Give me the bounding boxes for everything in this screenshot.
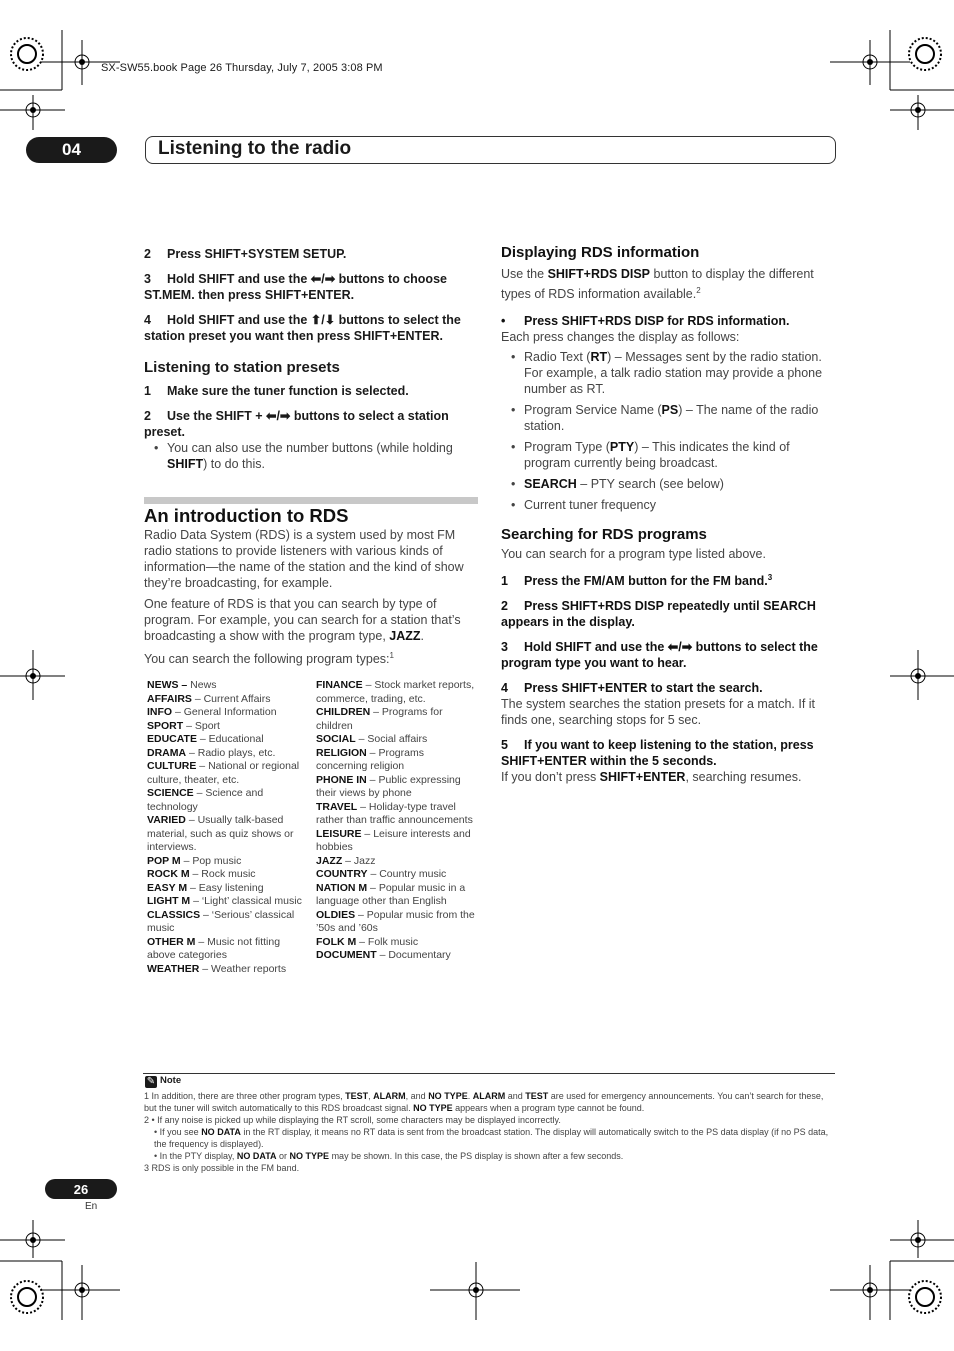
program-type-desc: News	[187, 679, 217, 691]
footnote-2-c: • In the PTY display, NO DATA or NO TYPE may be shown. In this case, the PS display is shown after a few seconds.	[154, 1151, 624, 1161]
program-type-name: CLASSICS	[147, 908, 201, 921]
presets-step-2: 2 Use the SHIFT + ⬅/➡ buttons to select a station preset.	[144, 409, 449, 439]
display-rds-item: • Program Service Name (PS) – The name of the radio station.	[501, 402, 835, 434]
program-type-desc: – Science and technology	[147, 787, 264, 813]
program-type-name: LIGHT M	[147, 895, 191, 907]
display-rds-list	[501, 349, 835, 513]
display-rds-item: • Program Type (PTY) – This indicates the kind of program currently being broadcast.	[501, 439, 835, 471]
display-rds-item: • SEARCH – PTY search (see below)	[501, 476, 835, 492]
program-type-desc: – Usually talk-based material, such as quiz shows or interviews.	[147, 814, 294, 853]
book-info-line: SX-SW55.book Page 26 Thursday, July 7, 2005 3:08 PM	[101, 62, 383, 74]
program-type-item	[147, 963, 309, 977]
program-type-item	[147, 909, 309, 936]
program-type-item	[316, 828, 478, 855]
program-type-desc: – Easy listening	[187, 881, 264, 894]
display-rds-item: • Radio Text (RT) – Messages sent by the radio station. For example, a talk radio station may provide a phone number as RT.	[501, 349, 835, 397]
program-types-right	[316, 679, 478, 963]
program-type-item	[147, 733, 309, 747]
program-type-item	[147, 855, 309, 869]
notes-divider	[143, 1073, 835, 1074]
program-type-item	[316, 868, 478, 882]
program-type-desc: – Holiday-type travel rather than traffic announcements	[316, 800, 473, 826]
program-type-name: OTHER M	[147, 935, 196, 948]
program-type-name: SOCIAL	[316, 733, 356, 745]
program-type-name: OLDIES	[316, 908, 356, 921]
search-step-5-desc: If you don’t press SHIFT+ENTER, searching resumes.	[501, 770, 802, 784]
program-type-name: SPORT	[147, 719, 184, 732]
program-type-desc: – Documentary	[376, 949, 451, 961]
program-type-name: NEWS –	[147, 679, 188, 691]
display-rds-heading: Displaying RDS information	[501, 244, 700, 261]
program-type-desc: – Stock market reports, commerce, trading, etc.	[316, 679, 475, 705]
program-type-item	[147, 693, 309, 707]
program-type-desc: – Educational	[196, 733, 264, 745]
program-type-item	[316, 679, 478, 706]
note-pencil-icon: ✎	[146, 1076, 156, 1087]
footnote-3: 3 RDS is only possible in the FM band.	[144, 1163, 300, 1173]
search-step-4: 4 Press SHIFT+ENTER to start the search.	[501, 681, 763, 695]
program-type-desc: – Sport	[183, 719, 220, 732]
page-number: 26	[45, 1179, 117, 1199]
rds-para-2: One feature of RDS is that you can search by type of program. For example, you can search for a station that’s broadcasting a show with the program type, JAZZ.	[144, 597, 461, 643]
program-type-item	[316, 949, 478, 963]
program-type-name: WEATHER	[147, 962, 200, 975]
presets-bullet-list	[144, 440, 478, 472]
presets-heading: Listening to station presets	[144, 359, 340, 376]
program-type-desc: – ‘Light’ classical music	[190, 895, 302, 907]
display-rds-each: Each press changes the display as follows:	[501, 330, 740, 344]
search-rds-heading: Searching for RDS programs	[501, 526, 707, 543]
program-type-name: EDUCATE	[147, 733, 197, 745]
step-3: 3 Hold SHIFT and use the ⬅/➡ buttons to choose ST.MEM. then press SHIFT+ENTER.	[144, 272, 447, 302]
presets-step-1: 1 Make sure the tuner function is selected.	[144, 384, 409, 398]
program-type-item	[147, 895, 309, 909]
program-type-desc: – Public expressing their views by phone	[316, 773, 461, 799]
program-type-name: NATION M	[316, 881, 368, 894]
search-step-4-desc: The system searches the station presets for a match. If it finds one, searching stops for 5 sec.	[501, 697, 816, 727]
program-type-desc: – Popular music from the ’50s and ’60s	[316, 908, 475, 934]
program-type-name: SCIENCE	[147, 787, 194, 799]
program-type-name: DOCUMENT	[316, 949, 377, 961]
rds-para-3: You can search the following program types:$^1$	[144, 650, 394, 666]
search-step-5: 5 If you want to keep listening to the station, press SHIFT+ENTER within the 5 seconds.	[501, 738, 814, 768]
program-type-desc: – Leisure interests and hobbies	[316, 827, 471, 853]
program-type-item	[147, 814, 309, 855]
notes-label: Note	[160, 1075, 182, 1086]
program-type-desc: – General Information	[172, 706, 277, 718]
program-type-name: CHILDREN	[316, 706, 371, 718]
program-type-desc: – Jazz	[342, 854, 376, 867]
program-type-item	[147, 868, 309, 882]
display-rds-intro: Use the SHIFT+RDS DISP button to display the different types of RDS information available.$^2$	[501, 267, 814, 301]
display-rds-step: • Press SHIFT+RDS DISP for RDS information.	[501, 314, 790, 328]
chapter-title: Listening to the radio	[158, 138, 352, 159]
program-types-left	[147, 679, 309, 976]
program-type-name: POP M	[147, 854, 181, 867]
program-type-name: PHONE IN	[316, 773, 367, 786]
program-type-desc: – Programs for children	[316, 706, 443, 732]
program-type-name: RELIGION	[316, 746, 367, 759]
program-type-desc: – Weather reports	[199, 962, 287, 975]
program-type-desc: – Folk music	[356, 935, 419, 948]
display-rds-item: • Current tuner frequency	[501, 497, 835, 513]
program-type-desc: – Country music	[367, 868, 447, 880]
left-column	[144, 246, 478, 472]
program-type-item	[147, 936, 309, 963]
program-type-item	[147, 720, 309, 734]
program-type-item	[147, 760, 309, 787]
right-column	[501, 245, 835, 785]
program-type-item	[316, 801, 478, 828]
language-code: En	[85, 1201, 98, 1212]
program-type-item	[316, 909, 478, 936]
program-type-desc: – Popular music in a language other than English	[316, 881, 466, 907]
program-type-desc: – Rock music	[189, 868, 256, 880]
step-2: 2 Press SHIFT+SYSTEM SETUP.	[144, 247, 347, 261]
program-type-desc: – Music not fitting above categories	[147, 935, 281, 961]
program-type-item	[147, 747, 309, 761]
program-type-name: JAZZ	[316, 854, 343, 867]
program-type-name: AFFAIRS	[147, 692, 192, 705]
program-type-item	[316, 706, 478, 733]
program-type-item	[316, 936, 478, 950]
program-type-name: TRAVEL	[316, 800, 358, 813]
search-intro: You can search for a program type listed above.	[501, 547, 766, 561]
rds-heading: An introduction to RDS	[144, 505, 349, 526]
program-type-name: VARIED	[147, 814, 186, 826]
footnote-2-a: 2 • If any noise is picked up while displaying the RT scroll, some characters may be displayed incorrectly.	[144, 1115, 561, 1125]
program-type-desc: – Current Affairs	[191, 692, 271, 705]
program-type-item	[316, 855, 478, 869]
program-type-desc: – Programs concerning religion	[316, 746, 424, 772]
program-type-name: COUNTRY	[316, 868, 368, 880]
program-type-item	[316, 733, 478, 747]
program-type-item	[316, 774, 478, 801]
program-type-name: FOLK M	[316, 935, 357, 948]
search-step-2: 2 Press SHIFT+RDS DISP repeatedly until SEARCH appears in the display.	[501, 599, 816, 629]
program-type-name: EASY M	[147, 881, 188, 894]
program-type-name: FINANCE	[316, 679, 363, 691]
program-type-item	[316, 747, 478, 774]
section-divider	[144, 497, 478, 504]
program-type-name: LEISURE	[316, 827, 362, 840]
program-type-item	[147, 679, 309, 693]
program-type-desc: – National or regional culture, theater, etc.	[147, 760, 300, 786]
program-type-desc: – Radio plays, etc.	[186, 746, 276, 759]
program-type-item	[316, 882, 478, 909]
program-type-name: INFO	[147, 706, 173, 718]
rds-intro-section	[144, 505, 478, 667]
program-type-name: DRAMA	[147, 746, 187, 759]
presets-bullet: • You can also use the number buttons (while holding SHIFT) to do this.	[144, 440, 478, 472]
program-type-name: CULTURE	[147, 760, 197, 772]
search-step-3: 3 Hold SHIFT and use the ⬅/➡ buttons to select the program type you want to hear.	[501, 640, 818, 670]
footnotes	[144, 1090, 834, 1174]
program-type-name: ROCK M	[147, 868, 190, 880]
footnote-2-b: • If you see NO DATA in the RT display, it means no RT data is sent from the broadcast station. The display will automatically switch to the PS data display (if no PS data, the frequency is displayed).	[154, 1127, 829, 1149]
program-type-item	[147, 706, 309, 720]
program-type-desc: – ‘Serious’ classical music	[147, 908, 295, 934]
rds-para-1: Radio Data System (RDS) is a system used by most FM radio stations to provide listeners with various kinds of information—the name of the station and the kind of show they’re broadcasting, for example.	[144, 528, 464, 590]
program-type-item	[147, 882, 309, 896]
footnote-1: 1 In addition, there are three other program types, TEST, ALARM, and NO TYPE. ALARM and TEST are used for emergency announcements. You can’t search for these, but the tuner will switch automatically to this RDS broadcast signal. NO TYPE appears when a program type cannot be found.	[144, 1091, 824, 1113]
chapter-number-badge: 04	[26, 137, 117, 163]
step-4: 4 Hold SHIFT and use the ⬆/⬇ buttons to select the station preset you want then press SHIFT+ENTER.	[144, 313, 461, 343]
program-type-desc: – Pop music	[180, 854, 242, 867]
program-type-desc: – Social affairs	[355, 733, 428, 745]
search-step-1: 1 Press the FM/AM button for the FM band.$^3$	[501, 572, 773, 588]
program-type-item	[147, 787, 309, 814]
